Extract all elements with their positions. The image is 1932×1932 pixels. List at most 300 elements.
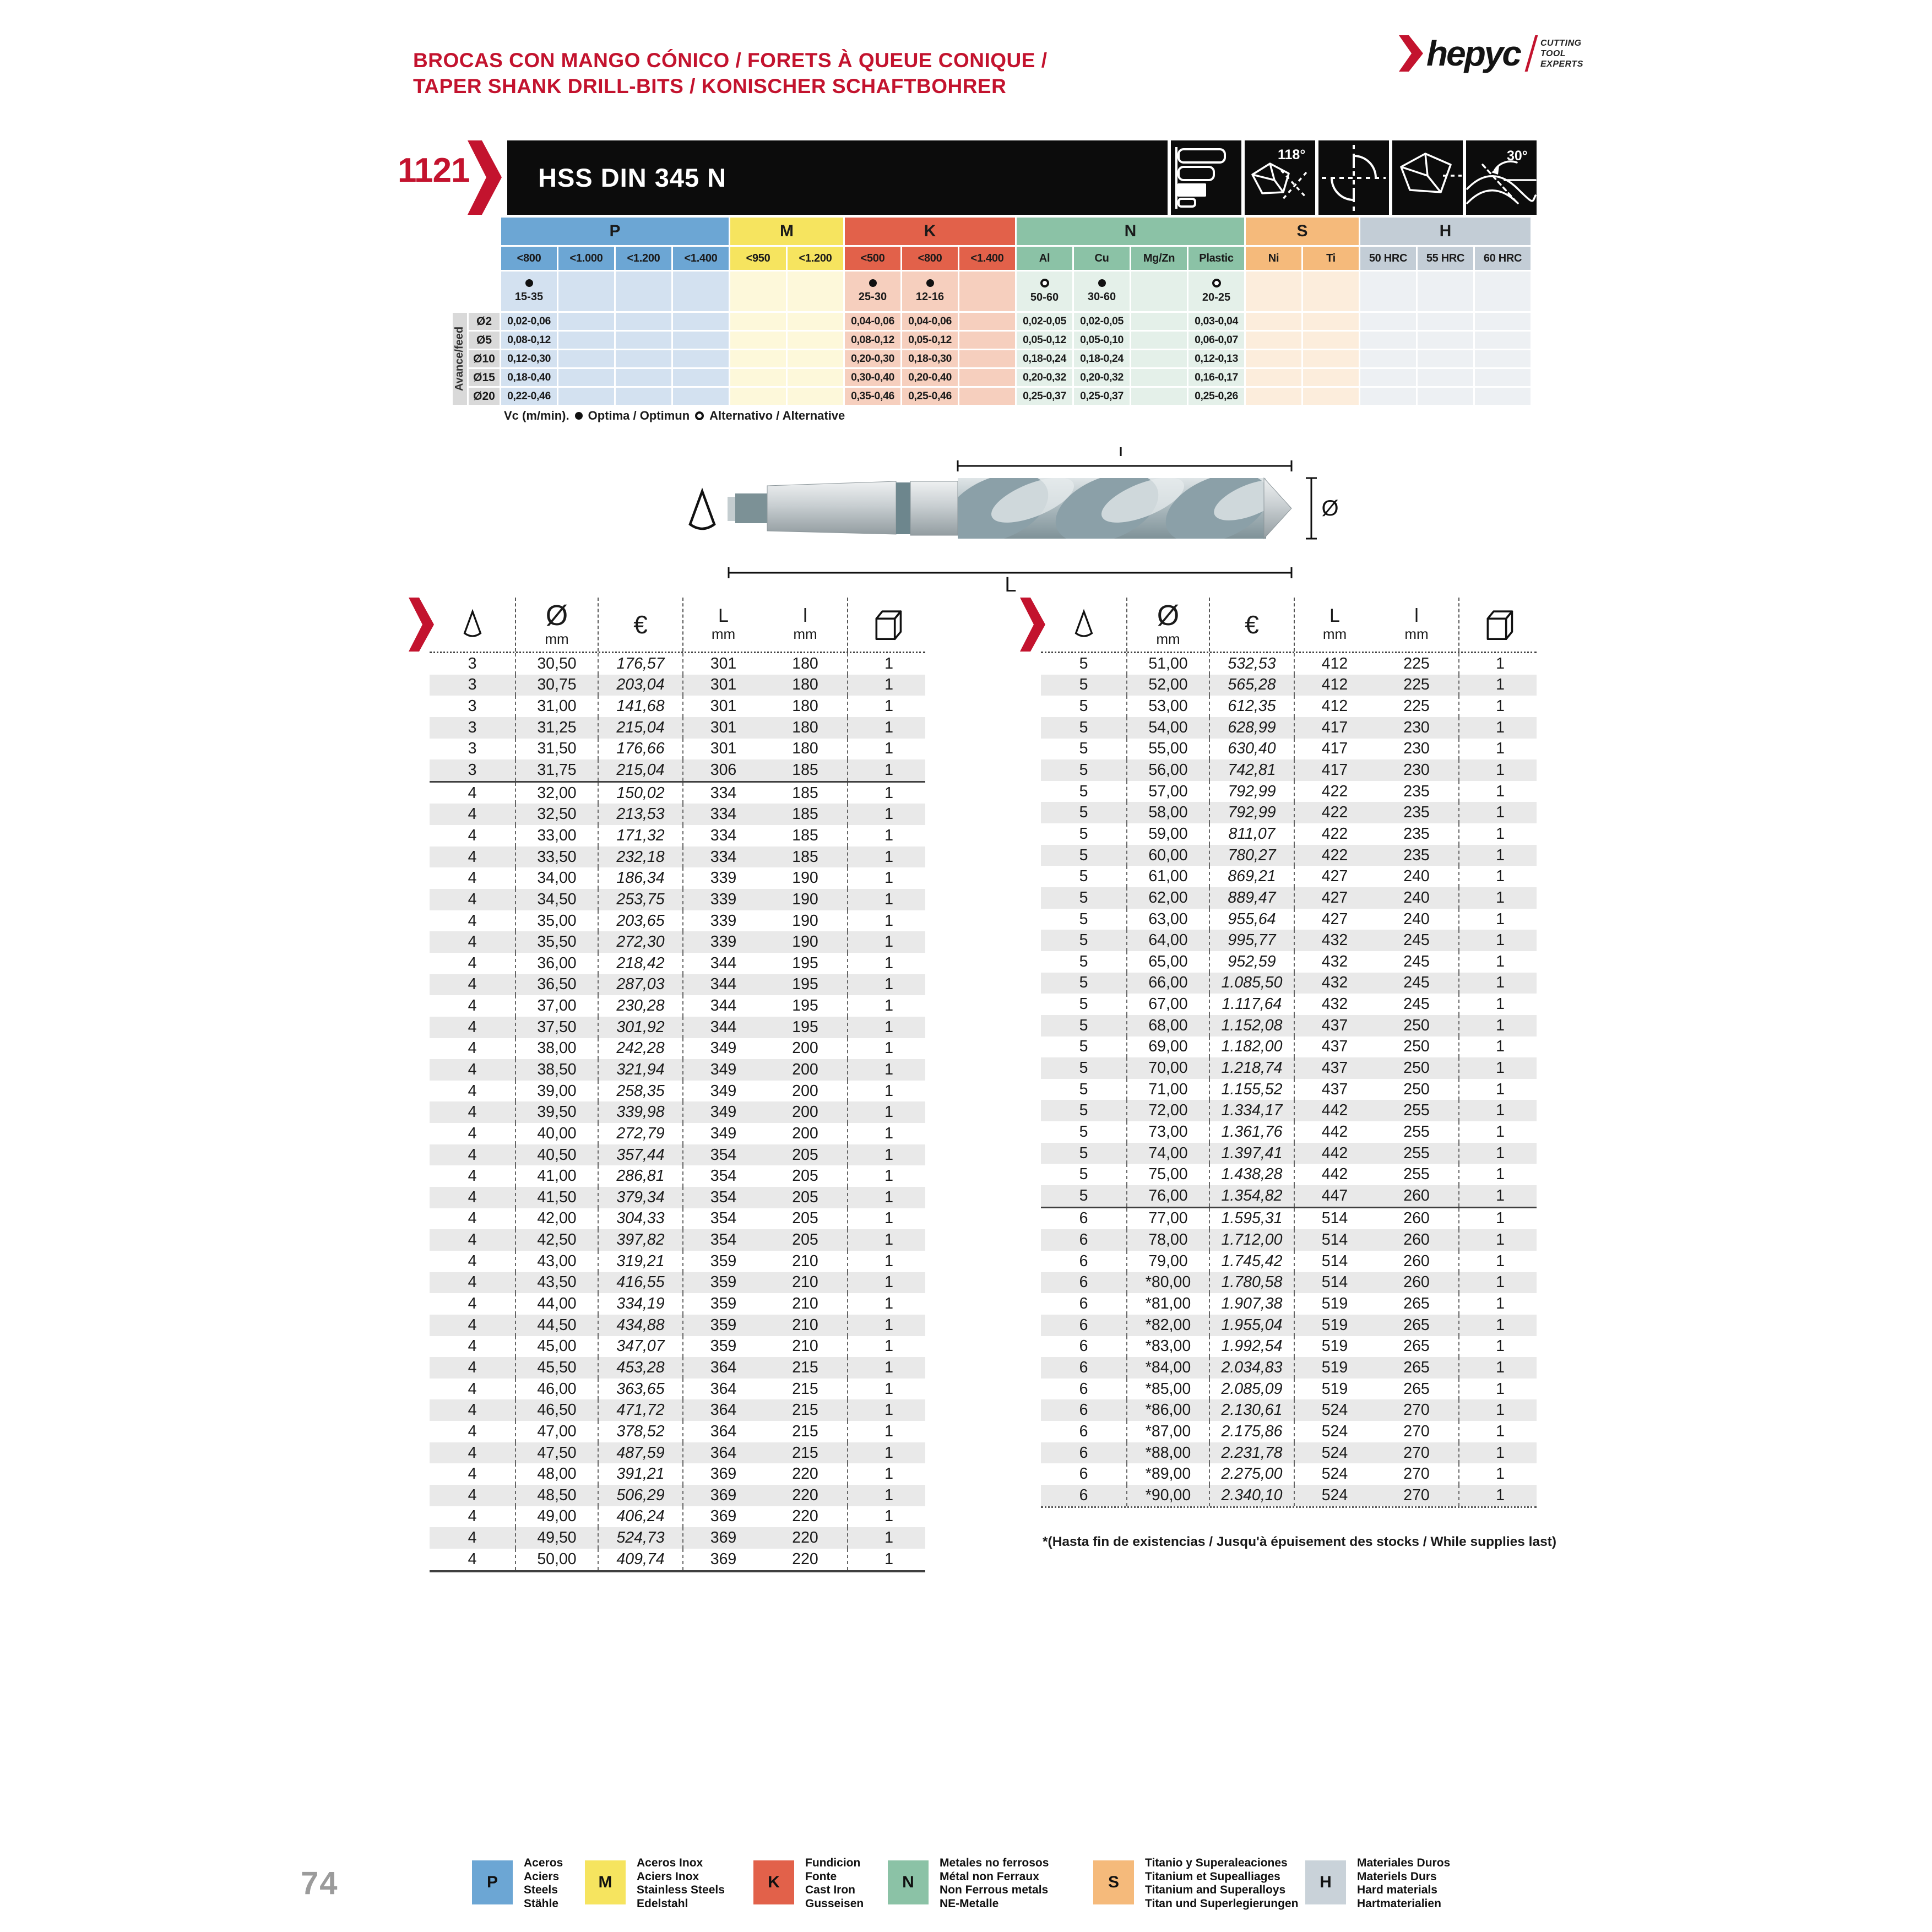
- avance-feed-label: Avance/feed: [453, 313, 467, 405]
- material-group-N: N: [1017, 218, 1244, 245]
- morse-taper-icon: [461, 609, 484, 641]
- cone-cell: 4: [430, 931, 516, 953]
- feed-cell: [1475, 350, 1531, 367]
- diameter-cell: *89,00: [1127, 1463, 1210, 1485]
- price-column-header: €: [1210, 598, 1295, 652]
- price-cell: 780,27: [1210, 845, 1295, 866]
- feed-cell: [1475, 388, 1531, 405]
- pack-cell: 1: [1496, 1165, 1505, 1184]
- feed-cell: 0,05-0,12: [902, 332, 958, 349]
- diameter-cell: 76,00: [1127, 1185, 1210, 1207]
- cone-cell: 6: [1041, 1315, 1127, 1336]
- price-cell: 612,35: [1210, 696, 1295, 717]
- price-cell: 409,74: [599, 1549, 683, 1570]
- cone-cell: 5: [1041, 866, 1127, 887]
- material-subcolumn: <1.400: [673, 247, 729, 270]
- total-length-cell: 427: [1321, 910, 1348, 928]
- feed-cell: 0,12-0,30: [501, 350, 557, 367]
- total-length-cell: 359: [710, 1337, 737, 1355]
- vc-cell: [616, 272, 671, 311]
- price-cell: 186,34: [599, 867, 683, 889]
- cone-cell: 5: [1041, 1164, 1127, 1185]
- material-subcolumn: Al: [1017, 247, 1072, 270]
- total-length-cell: 437: [1321, 1059, 1348, 1077]
- pack-cell: 1: [1496, 1358, 1505, 1376]
- diameter-cell: 46,50: [516, 1399, 599, 1421]
- diameter-cell: 61,00: [1127, 866, 1210, 887]
- total-length-cell: 354: [710, 1188, 737, 1206]
- cone-cell: 4: [430, 1506, 516, 1528]
- legend-text: Titanio y Superaleaciones Titanium et Supealliages Titanium and Superalloys Titan und Superlegierungen: [1145, 1857, 1299, 1910]
- vc-cell: [1246, 272, 1301, 311]
- total-length-cell: 417: [1321, 761, 1348, 779]
- flute-length-cell: 270: [1375, 1399, 1459, 1421]
- diameter-cell: 43,50: [516, 1272, 599, 1294]
- total-length-cell: 301: [710, 697, 737, 715]
- flute-length-cell: 190: [763, 910, 848, 932]
- feed-cell: 0,18-0,24: [1017, 350, 1072, 367]
- feed-cell: 0,18-0,30: [902, 350, 958, 367]
- legend-text: Metales no ferrosos Métal non Ferraux Non Ferrous metals NE-Metalle: [940, 1857, 1049, 1910]
- total-length-cell: 301: [710, 654, 737, 672]
- total-length-cell: 437: [1321, 1080, 1348, 1098]
- tech-icons: [1168, 140, 1537, 215]
- feed-cell: [1303, 388, 1359, 405]
- feed-cell: [788, 332, 843, 349]
- diameter-cell: 32,50: [516, 804, 599, 825]
- diameter-cell: 30,75: [516, 675, 599, 696]
- package-box-icon: [1484, 607, 1516, 642]
- total-length-cell: 364: [710, 1358, 737, 1376]
- product-row: [430, 931, 925, 953]
- price-cell: 397,82: [599, 1229, 683, 1251]
- total-length-cell: 519: [1321, 1316, 1348, 1334]
- page-title-line2: TAPER SHANK DRILL-BITS / KONISCHER SCHAFTBOHRER: [413, 75, 1007, 97]
- product-row: [1041, 1121, 1537, 1143]
- pack-cell: 1: [884, 1358, 893, 1376]
- flute-length-cell: 255: [1375, 1121, 1459, 1143]
- total-length-cell: 339: [710, 933, 737, 951]
- total-length-cell: 369: [710, 1529, 737, 1547]
- feed-cell: 0,30-0,40: [845, 369, 900, 386]
- price-cell: 532,53: [1210, 653, 1295, 675]
- cone-cell: 5: [1041, 1036, 1127, 1058]
- taper-cone-icon: [690, 491, 714, 529]
- cone-cell: 4: [430, 1123, 516, 1144]
- cone-cell: 5: [1041, 1079, 1127, 1100]
- total-length-cell: 339: [710, 869, 737, 887]
- flute-length-cell: 250: [1375, 1036, 1459, 1058]
- pack-cell: 1: [1496, 846, 1505, 864]
- product-row: [430, 1336, 925, 1358]
- cone-cell: 3: [430, 759, 516, 781]
- cone-cell: 6: [1041, 1251, 1127, 1272]
- total-length-cell: 301: [710, 740, 737, 758]
- feed-cell: [1418, 388, 1473, 405]
- flute-length-cell: 195: [763, 995, 848, 1017]
- cone-cell: 5: [1041, 717, 1127, 739]
- legend-item-P: [472, 1857, 563, 1911]
- diameter-cell: 55,00: [1127, 739, 1210, 760]
- cross-section-icon: [1318, 140, 1389, 215]
- feed-cell: [1418, 332, 1473, 349]
- feed-cell: [730, 350, 786, 367]
- product-row: [1041, 1379, 1537, 1400]
- cone-cell: 4: [430, 846, 516, 868]
- flute-length-cell: 265: [1375, 1336, 1459, 1358]
- product-row: [1041, 1293, 1537, 1315]
- diameter-cell: *80,00: [1127, 1272, 1210, 1294]
- flute-length-cell: 210: [763, 1336, 848, 1358]
- legend-chip-S: S: [1093, 1860, 1134, 1904]
- diameter-cell: 49,50: [516, 1527, 599, 1549]
- price-cell: 1.182,00: [1210, 1036, 1295, 1058]
- pack-cell: 1: [1496, 952, 1505, 970]
- pack-cell: 1: [1496, 931, 1505, 949]
- pack-cell: 1: [1496, 1337, 1505, 1355]
- pack-cell: 1: [884, 826, 893, 844]
- flute-length-cell: 200: [763, 1081, 848, 1102]
- material-subcolumn: <950: [730, 247, 786, 270]
- price-table-header: [1041, 598, 1537, 653]
- cone-cell: 5: [1041, 759, 1127, 781]
- feed-cell: 0,05-0,12: [1017, 332, 1072, 349]
- diameter-cell: 51,00: [1127, 653, 1210, 675]
- total-length-cell: 344: [710, 997, 737, 1015]
- brand-arrow-icon: [1399, 35, 1423, 72]
- material-subcolumn: 50 HRC: [1360, 247, 1416, 270]
- flute-length-cell: 205: [763, 1187, 848, 1208]
- vc-note-prefix: Vc (m/min).: [504, 409, 569, 422]
- cone-cell: 6: [1041, 1229, 1127, 1251]
- vc-cell: [1303, 272, 1359, 311]
- flute-length-cell: 195: [763, 1017, 848, 1038]
- alternative-dot-icon: [695, 411, 704, 420]
- cone-cell: 4: [430, 867, 516, 889]
- feed-cell: [959, 369, 1015, 386]
- product-row: [430, 1399, 925, 1421]
- total-length-cell: 524: [1321, 1401, 1348, 1419]
- price-cell: 176,66: [599, 739, 683, 760]
- legend-text: Aceros Aciers Steels Stähle: [524, 1857, 563, 1910]
- product-row: [430, 781, 925, 804]
- feed-cell: [959, 313, 1015, 330]
- price-cell: 1.745,42: [1210, 1251, 1295, 1272]
- flute-length-cell: 220: [763, 1463, 848, 1485]
- price-cell: 334,19: [599, 1293, 683, 1315]
- diameter-cell: 67,00: [1127, 994, 1210, 1015]
- flute-length-cell: 200: [763, 1123, 848, 1144]
- feed-cell: 0,05-0,10: [1074, 332, 1130, 349]
- supplies-footnote: *(Hasta fin de existencias / Jusqu'à épuisement des stocks / While supplies last): [1043, 1534, 1557, 1549]
- price-cell: 1.907,38: [1210, 1293, 1295, 1315]
- feed-cell: [558, 332, 614, 349]
- pack-cell: 1: [884, 1465, 893, 1483]
- pack-cell: 1: [1496, 888, 1505, 907]
- brand-slash: [1525, 35, 1538, 72]
- total-length-cell: 514: [1321, 1231, 1348, 1249]
- total-length-cell: 369: [710, 1465, 737, 1483]
- price-cell: 347,07: [599, 1336, 683, 1358]
- flute-length-cell: 245: [1375, 930, 1459, 951]
- flute-length-cell: 225: [1375, 675, 1459, 696]
- vc-cell: [730, 272, 786, 311]
- vc-cell: 15-35: [501, 272, 557, 311]
- pack-cell: 1: [884, 1295, 893, 1313]
- price-cell: 2.130,61: [1210, 1399, 1295, 1421]
- flute-length-cell: 255: [1375, 1143, 1459, 1164]
- price-cell: 304,33: [599, 1208, 683, 1230]
- flute-length-cell: 205: [763, 1229, 848, 1251]
- product-row: [1041, 1057, 1537, 1079]
- pack-cell: 1: [1496, 1016, 1505, 1034]
- feed-cell: [1131, 369, 1187, 386]
- feed-cell: 0,04-0,06: [845, 313, 900, 330]
- product-row: [430, 696, 925, 717]
- total-length-cell: 427: [1321, 867, 1348, 886]
- diameter-cell: 66,00: [1127, 973, 1210, 994]
- price-cell: 416,55: [599, 1272, 683, 1294]
- pack-cell: 1: [1496, 1231, 1505, 1249]
- flute-length-cell: 230: [1375, 739, 1459, 760]
- feed-cell: 0,22-0,46: [501, 388, 557, 405]
- flute-length-cell: 245: [1375, 951, 1459, 973]
- price-cell: 952,59: [1210, 951, 1295, 973]
- diameter-cell: 46,00: [516, 1379, 599, 1400]
- vc-note-alternative: Alternativo / Alternative: [709, 409, 845, 422]
- total-length-cell: 354: [710, 1167, 737, 1185]
- pack-cell: 1: [1496, 676, 1505, 694]
- total-length-cell: 442: [1321, 1165, 1348, 1184]
- price-table-header: [430, 598, 925, 653]
- product-row: [430, 867, 925, 889]
- feed-cell: 0,25-0,46: [902, 388, 958, 405]
- price-cell: 319,21: [599, 1251, 683, 1272]
- cone-cell: 4: [430, 1463, 516, 1485]
- vc-cell: [788, 272, 843, 311]
- diameter-cell: *84,00: [1127, 1357, 1210, 1379]
- product-row: [430, 1315, 925, 1336]
- point-angle-icon: [1245, 140, 1315, 215]
- legend-item-K: [753, 1857, 864, 1911]
- pack-cell: 1: [1496, 1380, 1505, 1398]
- flute-length-cell: 190: [763, 867, 848, 889]
- feed-cell: [730, 369, 786, 386]
- feed-cell: [558, 350, 614, 367]
- pack-cell: 1: [884, 1337, 893, 1355]
- cone-column-header: [430, 598, 516, 652]
- cone-cell: 6: [1041, 1463, 1127, 1485]
- feed-cell: [673, 369, 729, 386]
- flute-length-cell: 210: [763, 1272, 848, 1294]
- cone-cell: 5: [1041, 1015, 1127, 1036]
- price-cell: 301,92: [599, 1017, 683, 1038]
- product-row: [430, 974, 925, 996]
- feed-cell: 0,20-0,40: [902, 369, 958, 386]
- feed-cell: [558, 388, 614, 405]
- price-cell: 506,29: [599, 1485, 683, 1506]
- flute-length-cell: 255: [1375, 1100, 1459, 1121]
- flute-length-cell: 240: [1375, 866, 1459, 887]
- feed-cell: 0,25-0,37: [1074, 388, 1130, 405]
- product-row: [1041, 1315, 1537, 1336]
- price-table-body: [1041, 653, 1537, 1508]
- feed-cell: 0,08-0,12: [845, 332, 900, 349]
- total-length-cell: 412: [1321, 697, 1348, 715]
- product-row: [430, 1123, 925, 1144]
- total-length-cell: 354: [710, 1231, 737, 1249]
- cone-cell: 4: [430, 1336, 516, 1358]
- product-row: [1041, 1079, 1537, 1100]
- price-cell: 2.034,83: [1210, 1357, 1295, 1379]
- diameter-cell: *82,00: [1127, 1315, 1210, 1336]
- flute-length-cell: 235: [1375, 845, 1459, 866]
- flute-length-cell: 205: [763, 1208, 848, 1230]
- product-row: [1041, 802, 1537, 823]
- pack-column-header: [1459, 598, 1541, 652]
- cone-cell: 5: [1041, 781, 1127, 802]
- product-row: [430, 1165, 925, 1187]
- total-length-cell: 524: [1321, 1443, 1348, 1462]
- feed-cell: [673, 388, 729, 405]
- diameter-cell: 36,50: [516, 974, 599, 996]
- total-length-cell: 334: [710, 784, 737, 802]
- diameter-cell: 48,00: [516, 1463, 599, 1485]
- product-row: [1041, 1485, 1537, 1506]
- feed-cell: [1246, 313, 1301, 330]
- pack-cell: 1: [1496, 1295, 1505, 1313]
- product-row: [430, 846, 925, 868]
- diameter-cell: *90,00: [1127, 1485, 1210, 1506]
- product-row: [1041, 1336, 1537, 1358]
- feed-cell: [1418, 313, 1473, 330]
- feed-cell: [616, 350, 671, 367]
- price-column-header: €: [599, 598, 683, 652]
- feed-cell: [1418, 369, 1473, 386]
- cone-cell: 5: [1041, 653, 1127, 675]
- product-row: [430, 1038, 925, 1060]
- flute-length-cell: 220: [763, 1527, 848, 1549]
- feed-cell: [1131, 332, 1187, 349]
- diameter-cell: 38,00: [516, 1038, 599, 1060]
- total-length-cell: 369: [710, 1550, 737, 1568]
- product-row: [1041, 973, 1537, 994]
- pack-cell: 1: [884, 761, 893, 779]
- feed-cell: [1303, 313, 1359, 330]
- product-row: [1041, 1164, 1537, 1185]
- vc-cell: 12-16: [902, 272, 958, 311]
- cone-cell: 4: [430, 1081, 516, 1102]
- diameter-cell: 68,00: [1127, 1015, 1210, 1036]
- red-chevron-icon: [1020, 598, 1045, 652]
- cone-cell: 4: [430, 1527, 516, 1549]
- feed-cell: [1246, 332, 1301, 349]
- price-cell: 565,28: [1210, 675, 1295, 696]
- pack-cell: 1: [884, 890, 893, 908]
- price-cell: 215,04: [599, 759, 683, 781]
- cone-cell: 5: [1041, 802, 1127, 823]
- price-cell: 2.085,09: [1210, 1379, 1295, 1400]
- price-cell: 232,18: [599, 846, 683, 868]
- cone-cell: 6: [1041, 1208, 1127, 1230]
- price-cell: 2.275,00: [1210, 1463, 1295, 1485]
- diameter-cell: 33,50: [516, 846, 599, 868]
- total-length-cell: 447: [1321, 1186, 1348, 1204]
- diameter-cell: 60,00: [1127, 845, 1210, 866]
- pack-cell: 1: [884, 1550, 893, 1568]
- product-row: [430, 675, 925, 696]
- pack-cell: 1: [1496, 1038, 1505, 1056]
- product-row: [430, 1506, 925, 1528]
- pack-cell: 1: [1496, 1101, 1505, 1120]
- product-row: [430, 825, 925, 846]
- diameter-cell: 75,00: [1127, 1164, 1210, 1185]
- cone-cell: 4: [430, 1421, 516, 1442]
- morse-taper-icon: [1072, 609, 1095, 641]
- pack-cell: 1: [1496, 1144, 1505, 1162]
- package-box-icon: [873, 607, 905, 642]
- pack-cell: 1: [884, 1443, 893, 1462]
- cone-cell: 5: [1041, 823, 1127, 845]
- pack-cell: 1: [884, 1273, 893, 1291]
- product-row: [430, 759, 925, 781]
- flute-length-cell: 215: [763, 1379, 848, 1400]
- cone-cell: 6: [1041, 1399, 1127, 1421]
- total-length-cell: 359: [710, 1295, 737, 1313]
- price-cell: 363,65: [599, 1379, 683, 1400]
- feed-cell: [1475, 332, 1531, 349]
- vc-cell: [558, 272, 614, 311]
- diameter-cell: *83,00: [1127, 1336, 1210, 1358]
- feed-cell: [959, 332, 1015, 349]
- total-length-cell: 524: [1321, 1422, 1348, 1440]
- feed-cell: 0,12-0,13: [1188, 350, 1244, 367]
- cone-cell: 5: [1041, 887, 1127, 909]
- total-length-cell: 334: [710, 848, 737, 866]
- diameter-cell: 59,00: [1127, 823, 1210, 845]
- diameter-cell: 58,00: [1127, 802, 1210, 823]
- product-row: [430, 953, 925, 974]
- feed-cell: 0,20-0,32: [1017, 369, 1072, 386]
- flute-length-cell: 250: [1375, 1015, 1459, 1036]
- diameter-cell: 37,00: [516, 995, 599, 1017]
- total-length-cell: 422: [1321, 782, 1348, 800]
- feed-cell: 0,20-0,30: [845, 350, 900, 367]
- price-cell: 286,81: [599, 1165, 683, 1187]
- diameter-cell: 41,50: [516, 1187, 599, 1208]
- diameter-cell: 79,00: [1127, 1251, 1210, 1272]
- flute-length-cell: 250: [1375, 1057, 1459, 1079]
- cone-cell: 4: [430, 1379, 516, 1400]
- material-group-H: H: [1360, 218, 1531, 245]
- diameter-cell: 37,50: [516, 1017, 599, 1038]
- price-cell: 215,04: [599, 717, 683, 739]
- product-row: [1041, 1399, 1537, 1421]
- price-cell: 742,81: [1210, 759, 1295, 781]
- cutting-table: [453, 218, 1540, 406]
- price-cell: 150,02: [599, 783, 683, 804]
- flute-length-cell: 265: [1375, 1293, 1459, 1315]
- price-cell: 272,30: [599, 931, 683, 953]
- product-name: HSS DIN 345 N: [538, 163, 727, 192]
- product-row: [1041, 717, 1537, 739]
- total-length-cell: 354: [710, 1146, 737, 1164]
- total-length-cell: 432: [1321, 995, 1348, 1013]
- feed-cell: 0,03-0,04: [1188, 313, 1244, 330]
- total-length-cell: 432: [1321, 952, 1348, 970]
- pack-cell: 1: [1496, 995, 1505, 1013]
- pack-cell: 1: [884, 1146, 893, 1164]
